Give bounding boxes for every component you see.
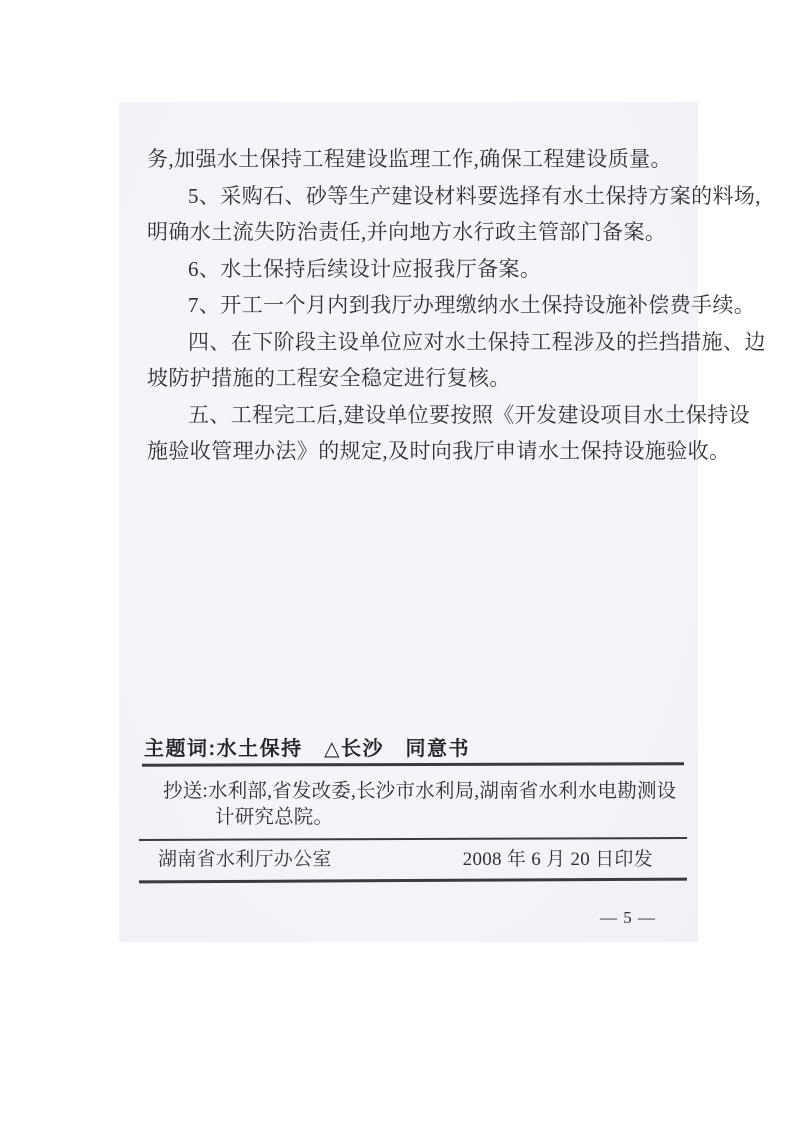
body-line: 五、工程完工后,建设单位要按照《开发建设项目水土保持设 [188, 402, 751, 427]
divider-line [139, 878, 687, 883]
body-line: 6、水土保持后续设计应报我厅备案。 [188, 256, 542, 281]
body-line: 7、开工一个月内到我厅办理缴纳水土保持设施补偿费手续。 [188, 293, 756, 317]
cc-line: 计研究总院。 [215, 807, 334, 828]
divider-line [142, 762, 684, 766]
cc-line: 抄送:水利部,省发改委,长沙市水利局,湖南省水利水电勘测设 [163, 781, 677, 802]
body-line: 5、采购石、砂等生产建设材料要选择有水土保持方案的料场, [188, 183, 761, 208]
issuer-row [158, 847, 653, 873]
cc-block [163, 779, 676, 831]
body-line: 坡防护措施的工程安全稳定进行复核。 [147, 366, 511, 390]
document-body [147, 141, 766, 470]
subject-keywords-line: 主题词:水土保持 △长沙 同意书 [144, 738, 471, 760]
document-page [119, 102, 766, 942]
body-line: 务,加强水土保持工程建设监理工作,确保工程建设质量。 [147, 147, 672, 171]
body-line: 四、在下阶段主设单位应对水土保持工程涉及的拦挡措施、边 [188, 329, 766, 354]
page-number: — 5 — [600, 908, 656, 927]
body-line: 明确水土流失防治责任,并向地方水行政主管部门备案。 [147, 220, 667, 244]
print-date: 2008 年 6 月 20 日印发 [462, 849, 653, 870]
divider-line [139, 837, 687, 841]
issuing-office: 湖南省水利厅办公室 [158, 849, 332, 870]
body-line: 施验收管理办法》的规定,及时向我厅申请水土保持设施验收。 [147, 439, 731, 463]
